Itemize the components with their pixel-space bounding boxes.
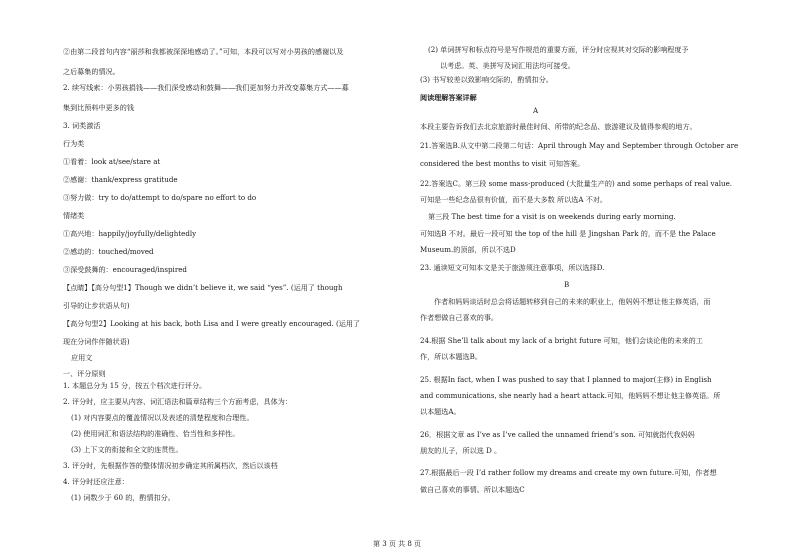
subheading: 情绪类 <box>63 211 85 220</box>
text-line: 作，所以本题选B。 <box>420 352 482 361</box>
section-title: 阅读理解答案详解 <box>420 93 477 102</box>
text-line: 26．根据文章 as I’ve as I’ve called the unnamed friend’s son. 可知就指代我妈妈 <box>420 430 695 439</box>
text-line: 2. 续写线索：小男孩捐钱——我们深受感动和鼓舞——我们更加努力并改变募集方式——募 <box>63 83 349 92</box>
text-line: 本段主要告诉我们去北京旅游时最佳时间、所带的纪念品、旅游建议及值得参观的地方。 <box>420 122 697 131</box>
text-line: 引导的让步状语从句) <box>63 301 130 310</box>
text-line: 2. 评分时，应主要从内容、词汇语法和篇章结构三个方面考虑，具体为： <box>63 397 292 406</box>
page-number: 第 3 页 共 8 页 <box>372 540 422 548</box>
text-line: ③努力做：try to do/attempt to do/spare no effort to do <box>63 193 257 202</box>
text-line: 23. 通读短文可知本文是关于旅游须注意事项，所以选择D. <box>420 263 605 272</box>
text-line: 【点睛】【高分句型1】Though we didn’t believe it, we said “yes”. (运用了 though <box>63 283 343 292</box>
text-line: 4. 评分时还应注意： <box>63 477 129 486</box>
text-line: 作者和妈妈谈话时总会将话题转移到自己的未来的职业上，他妈妈不想让他主修英语，而 <box>434 297 711 306</box>
text-line: Museum.的顶部，所以不选D <box>420 245 516 254</box>
text-line: (2) 单词拼写和标点符号是写作规范的重要方面，评分时应视其对交际的影响程度予 <box>428 45 689 54</box>
text-line: 可知是一些纪念品很有价值，而不是大多数 所以选A 不对。 <box>420 195 607 204</box>
text-line: ②由第二段首句内容“丽莎和我都被深深地感动了。”可知，本段可以写对小男孩的感谢以及 <box>63 47 344 56</box>
text-line: 做自己喜欢的事情。所以本题选C <box>420 485 525 494</box>
text-line: 朋友的儿子，所以选 D 。 <box>420 446 502 455</box>
text-line: 以本题选A。 <box>420 407 461 416</box>
text-line: 1. 本题总分为 15 分，按五个档次进行评分。 <box>63 381 207 390</box>
text-line: (1) 词数少于 60 的，酌情扣分。 <box>71 493 175 502</box>
text-line: ①看着：look at/see/stare at <box>63 157 161 166</box>
text-line: 21.答案选B.从文中第二段第二句话：April through May and September through October are <box>420 141 739 150</box>
part-label: A <box>533 106 539 115</box>
text-line: (3) 上下文的衔接和全文的连贯性。 <box>71 445 183 454</box>
text-line: 之后募集的情况。 <box>63 67 120 76</box>
text-line: 第三段 The best time for a visit is on weekends during early morning. <box>428 212 676 221</box>
text-line: considered the best months to visit 可知答案。 <box>420 159 585 168</box>
text-line: (2) 使用词汇和语法结构的准确性、恰当性和多样性。 <box>71 429 240 438</box>
page-footer <box>0 539 794 549</box>
text-line: 作者想做自己喜欢的事。 <box>420 313 499 322</box>
part-label: B <box>564 280 570 289</box>
text-line: 22.答案选C。第三段 some mass-produced (大批量生产的) and some perhaps of real value. <box>420 179 733 188</box>
text-line: (3) 书写较差以致影响交际的，酌情扣分。 <box>420 75 553 84</box>
text-line: 以考虑。英、美拼写及词汇用法均可接受。 <box>440 61 575 70</box>
text-line: 25. 根据In fact, when I was pushed to say that I planned to major(主修) in English <box>420 375 712 384</box>
text-line: ②感动的：touched/moved <box>63 247 154 256</box>
section-heading: 应用文 <box>71 353 93 362</box>
text-line: 一、评分原则 <box>63 369 106 378</box>
text-line: and communications, she nearly had a heart attack.可知，他妈妈不想让他主修英语。所 <box>420 391 721 400</box>
text-line: 3. 评分时，先根据作答的整体情况初步确定其所属档次，然后以该档 <box>63 461 278 470</box>
text-line: 集到比预料中更多的钱 <box>63 103 134 112</box>
text-line: 现在分词作伴随状语) <box>63 337 130 346</box>
text-line: 24.根据 She’ll talk about my lack of a bright future 可知，他们会谈论他的未来的工 <box>420 336 703 345</box>
text-line: 27.根据最后一段 I’d rather follow my dreams and create my own future.可知，作者想 <box>420 468 717 477</box>
text-line: 可知选B 不对。最后一段可知 the top of the hill 是 Jingshan Park 的，而不是 the Palace <box>420 229 716 238</box>
text-line: 【高分句型2】Looking at his back, both Lisa and I were greatly encouraged. (运用了 <box>63 319 361 328</box>
section-heading: 3. 词类激活 <box>63 121 101 130</box>
text-line: ①高兴地：happily/joyfully/delightedly <box>63 229 197 238</box>
text-line: ②感谢：thank/express gratitude <box>63 175 178 184</box>
text-line: ③深受鼓舞的：encouraged/inspired <box>63 265 187 274</box>
text-line: (1) 对内容要点的覆盖情况以及表述的清楚程度和合理性。 <box>71 413 254 422</box>
subheading: 行为类 <box>63 139 85 148</box>
